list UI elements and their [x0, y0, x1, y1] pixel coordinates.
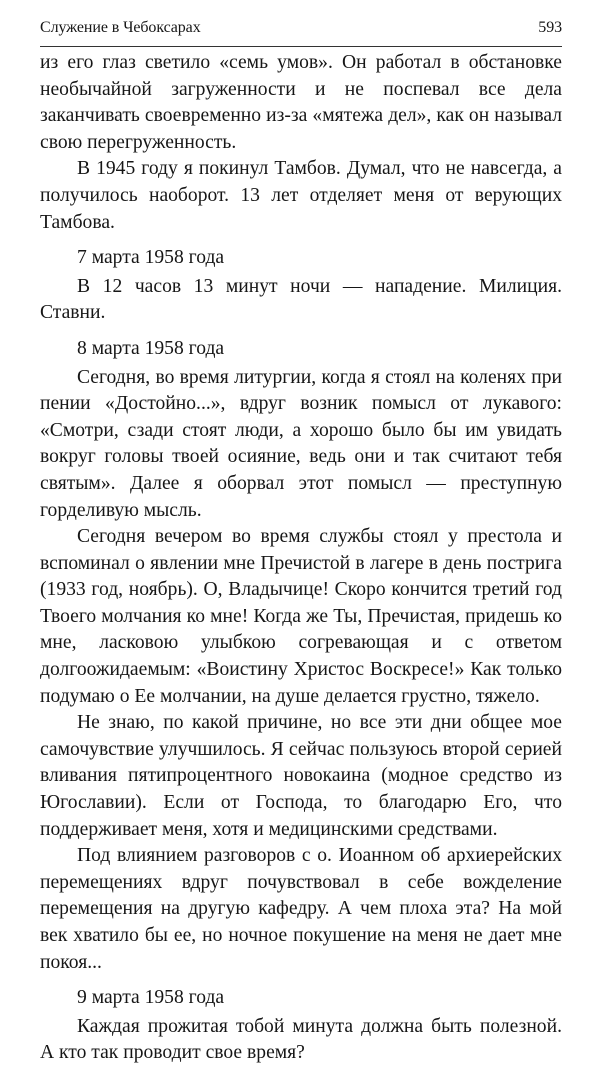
- section-title: Служение в Чебоксарах: [40, 19, 201, 36]
- paragraph-continued: из его глаз светило «семь умов». Он работал в обстановке необычайной загруженности и не поспевал все дела заканчивать своевременно из-за «мятежа дел», как он называл свою перегруженность.: [40, 52, 562, 153]
- diary-date: 8 марта 1958 года: [77, 337, 225, 359]
- paragraph: В 12 часов 13 минут ночи — нападение. Милиция. Ставни.: [40, 275, 562, 324]
- paragraph: Сегодня, во время литургии, когда я стоял на коленях при пении «Достойно...», вдруг возник помысл от лукавого: «Смотри, сзади стоят люди, а хорошо было бы им увидать вокруг головы твоей осияние, ведь они и так считают тебя святым». Далее я оборвал этот помысл — преступную горделивую мысль.: [40, 366, 562, 521]
- page-body: [40, 50, 562, 1067]
- page-number: 593: [538, 19, 562, 36]
- diary-date: 9 марта 1958 года: [77, 987, 225, 1009]
- header-rule: [40, 46, 562, 47]
- paragraph: Сегодня вечером во время службы стоял у престола и вспоминал о явлении мне Пречистой в лагере в день пострига (1933 год, ноябрь). О, Владычице! Скоро кончится третий год Твоего молчания ко мне! Когда же Ты, Пречистая, придешь ко мне, ласковою улыбкою согревающая и с ответом долгоожидаемым: «Воистину Христос Воскресе!» Как только подумаю о Ее молчании, на душе делается грустно, тяжело.: [40, 526, 562, 707]
- running-head: [40, 19, 562, 37]
- paragraph: Не знаю, по какой причине, но все эти дни общее мое самочувствие улучшилось. Я сейчас пользуюсь второй серией вливания пятипроцентного новокаина (модное средство из Югославии). Если от Господа, то благодарю Его, что поддерживает меня, хотя и медицинскими средствами.: [40, 712, 562, 840]
- paragraph: Каждая прожитая тобой минута должна быть полезной. А кто так проводит свое время?: [40, 1015, 562, 1064]
- paragraph: Под влиянием разговоров с о. Иоанном об архиерейских перемещениях вдруг почувствовал в себе вожделение перемещения на другую кафедру. А чем плоха эта? На мой век хватило бы ее, но ночное покушение на меня не дает мне покоя...: [40, 845, 562, 973]
- paragraph: В 1945 году я покинул Тамбов. Думал, что не навсегда, а получилось наоборот. 13 лет отделяет меня от верующих Тамбова.: [40, 158, 562, 233]
- diary-date: 7 марта 1958 года: [77, 247, 225, 269]
